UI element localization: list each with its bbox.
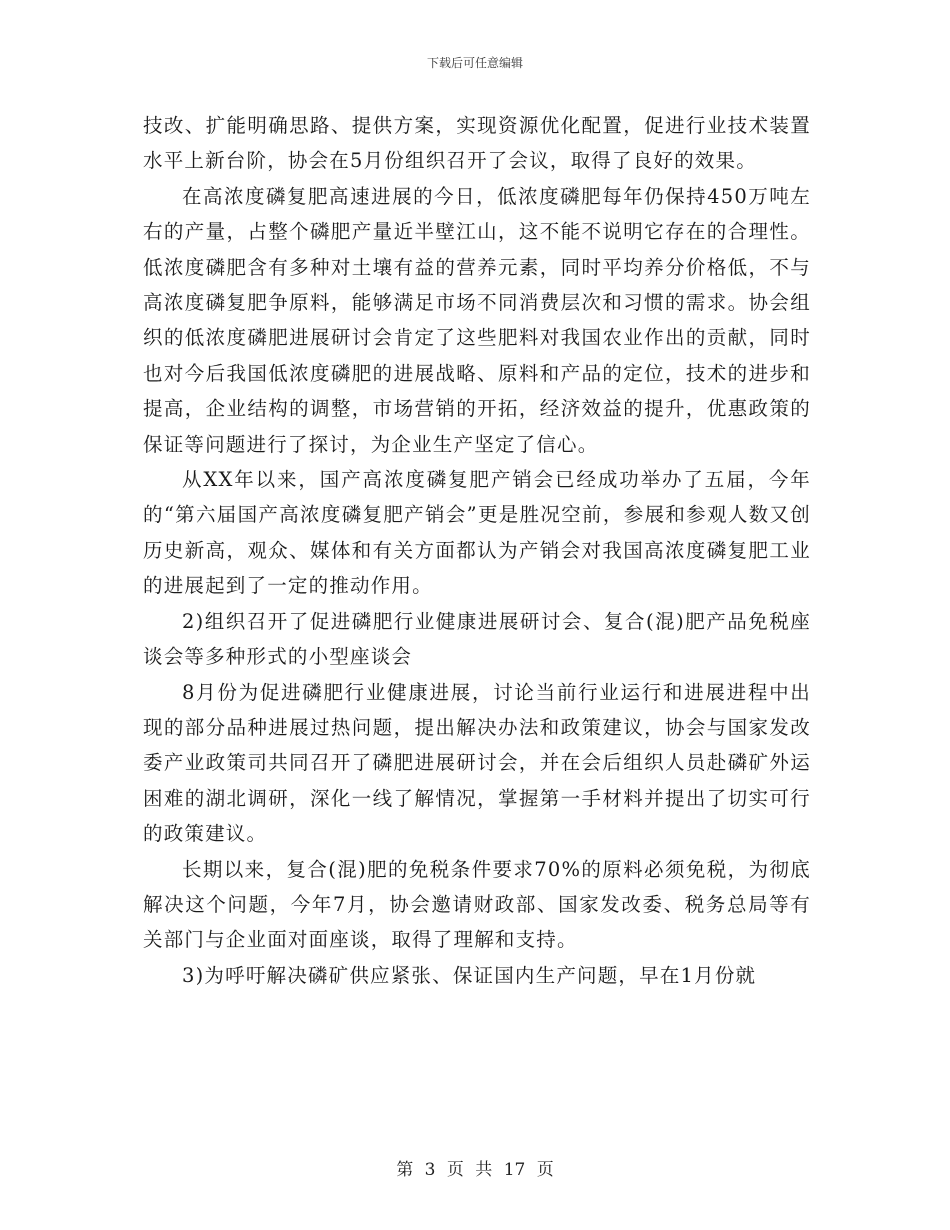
page-header: 下载后可任意编辑 bbox=[426, 56, 523, 70]
paragraph-4: 2)组织召开了促进磷肥行业健康进展研讨会、复合(混)肥产品免税座谈会等多种形式的小型座谈会 bbox=[143, 609, 811, 669]
paragraph-3: 从XX年以来，国产高浓度磷复肥产销会已经成功举办了五届，今年的“第六届国产高浓度磷复肥产销会”更是胜况空前，参展和参观人数又创历史新高，观众、媒体和有关方面都认为产销会对我国高浓度磷复肥工业的进展起到了一定的推动作用。 bbox=[143, 468, 811, 598]
paragraph-7: 3)为呼吁解决磷矿供应紧张、保证国内生产问题，早在1月份就 bbox=[182, 963, 757, 987]
document-body bbox=[143, 108, 811, 993]
paragraph-5: 8月份为促进磷肥行业健康进展，讨论当前行业运行和进展进程中出现的部分品种进展过热问题，提出解决办法和政策建议，协会与国家发改委产业政策司共同召开了磷肥进展研讨会，并在会后组织人员赴磷矿外运困难的湖北调研，深化一线了解情况，掌握第一手材料并提出了切实可行的政策建议。 bbox=[143, 680, 811, 846]
paragraph-1: 技改、扩能明确思路、提供方案，实现资源优化配置，促进行业技术装置水平上新台阶，协会在5月份组织召开了会议，取得了良好的效果。 bbox=[143, 114, 811, 173]
paragraph-2: 在高浓度磷复肥高速进展的今日，低浓度磷肥每年仍保持450万吨左右的产量，占整个磷肥产量近半壁江山，这不能不说明它存在的合理性。低浓度磷肥含有多种对土壤有益的营养元素，同时平均养分价格低，不与高浓度磷复肥争原料，能够满足市场不同消费层次和习惯的需求。协会组织的低浓度磷肥进展研讨会肯定了这些肥料对我国农业作出的贡献，同时也对今后我国低浓度磷肥的进展战略、原料和产品的定位，技术的进步和提高，企业结构的调整，市场营销的开拓，经济效益的提升，优惠政策的保证等问题进行了探讨，为企业生产坚定了信心。 bbox=[143, 184, 811, 456]
page-footer: 第 3 页 共 17 页 bbox=[396, 1160, 554, 1180]
paragraph-6: 长期以来，复合(混)肥的免税条件要求70%的原料必须免税，为彻底解决这个问题，今年7月，协会邀请财政部、国家发改委、税务总局等有关部门与企业面对面座谈，取得了理解和支持。 bbox=[143, 857, 811, 952]
